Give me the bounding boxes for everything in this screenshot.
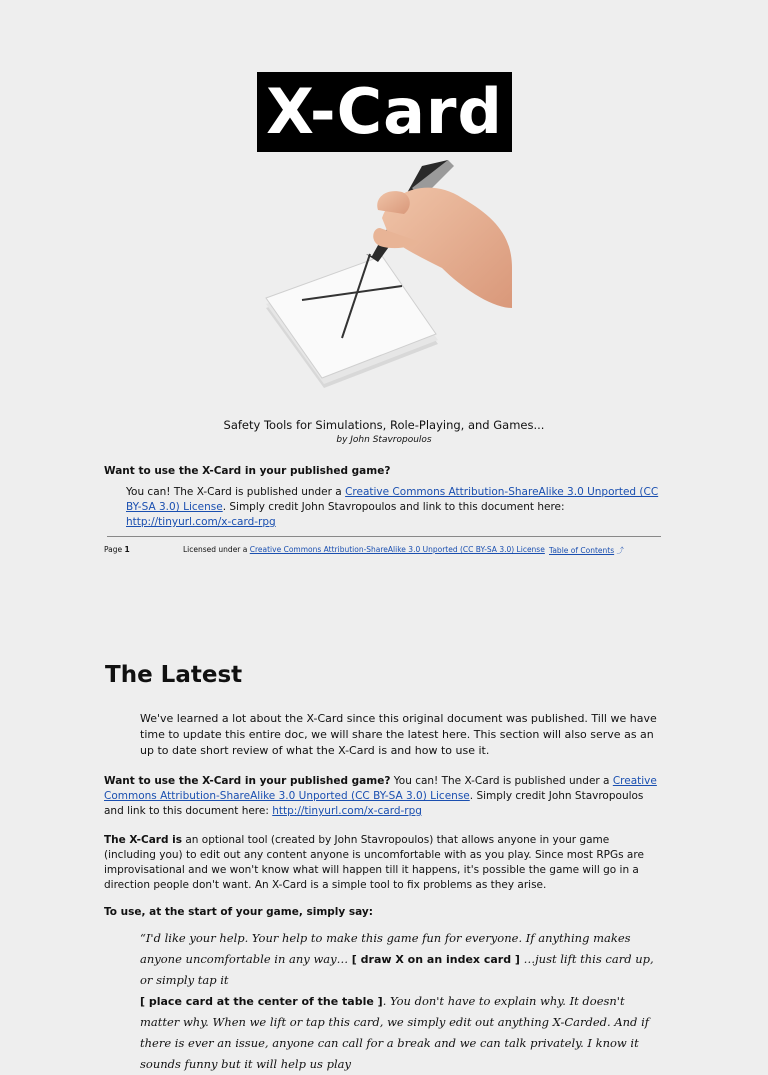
- license-link[interactable]: Creative Commons Attribution-ShareAlike 3.0 Unported (CC BY-SA 3.0) License: [104, 775, 657, 802]
- quote-text: “I'd like your help. Your help to make this game fun for everyone. If anything makes anyone uncomfortable in any way…: [140, 931, 631, 966]
- footer-divider: [107, 536, 661, 537]
- definition-text: an optional tool (created by John Stavropoulos) that allows anyone in your game (including you) to edit out any content anyone is uncomfortable with as you play. Since most RPGs are improvisational and we won't know what will happen till it happens, it's possible the game will go in a direction people don't want. An X-Card is a simple tool to fix problems as they arise.: [104, 834, 644, 891]
- x-card-logo: X-Card: [257, 72, 512, 152]
- page-number: 1: [124, 545, 130, 554]
- publish-answer: [126, 485, 666, 530]
- usage-script-quote: [140, 928, 660, 1075]
- quote-instruction: [ draw X on an index card ]: [351, 953, 520, 966]
- paragraph-text: You can! The X-Card is published under a: [390, 775, 613, 787]
- answer-text: You can! The X-Card is published under a: [126, 486, 346, 498]
- table-of-contents-link[interactable]: Table of Contents: [549, 546, 615, 555]
- quote-instruction: [ place card at the center of the table ]: [140, 995, 383, 1008]
- document-subtitle: Safety Tools for Simulations, Role-Playing, and Games...: [223, 418, 545, 432]
- footer-page-number: [104, 545, 130, 554]
- publish-paragraph: [104, 774, 664, 819]
- usage-heading: To use, at the start of your game, simply say:: [104, 906, 373, 918]
- quote-text: …just lift this card up, or simply tap it: [140, 952, 654, 987]
- licensed-prefix: Licensed under a: [183, 545, 250, 554]
- footer-toc[interactable]: [549, 545, 624, 556]
- return-arrow-icon: ⤴: [616, 546, 625, 555]
- license-link[interactable]: Creative Commons Attribution-ShareAlike 3.0 Unported (CC BY-SA 3.0) License: [126, 486, 659, 513]
- footer-license: [183, 545, 545, 554]
- x-card-definition: [104, 833, 664, 893]
- definition-term: The X-Card is: [104, 834, 183, 846]
- document-link[interactable]: http://tinyurl.com/x-card-rpg: [272, 805, 422, 817]
- author-byline: by John Stavropoulos: [336, 435, 432, 445]
- publish-question: Want to use the X-Card in your published game?: [104, 465, 391, 477]
- latest-intro: We've learned a lot about the X-Card since this original document was published. Till we have time to update this entire doc, we will share the latest here. This section will also serve as an up to date short review of what the X-Card is and how to use it.: [140, 712, 657, 757]
- footer-license-link[interactable]: Creative Commons Attribution-ShareAlike 3.0 Unported (CC BY-SA 3.0) License: [249, 545, 545, 554]
- publish-question: Want to use the X-Card in your published game?: [104, 775, 391, 787]
- paragraph-text: . Simply credit John Stavropoulos and link to this document here:: [104, 790, 644, 817]
- document-link[interactable]: http://tinyurl.com/x-card-rpg: [126, 516, 276, 528]
- answer-text: . Simply credit John Stavropoulos and link to this document here:: [222, 501, 565, 513]
- hand-drawing-x-on-card-image: [262, 158, 512, 394]
- page-label: Page: [104, 545, 125, 554]
- section-title: The Latest: [105, 662, 243, 688]
- quote-text: . You don't have to explain why. It doesn't matter why. When we lift or tap this card, we simply edit out anything X-Carded. And if there is ever an issue, anyone can call for a break and we can talk privately. I know it sounds funny but it will help us play: [140, 994, 649, 1071]
